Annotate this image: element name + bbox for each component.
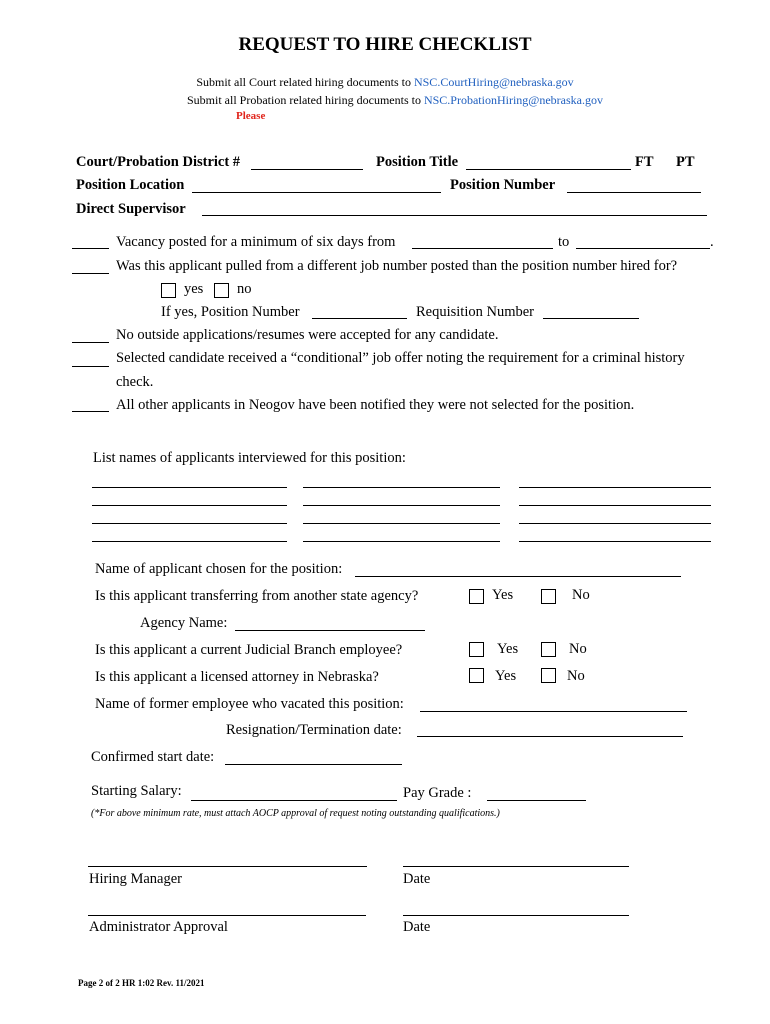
chosen-label: Name of applicant chosen for the position: [95,561,343,577]
position-title-label: Position Title [376,154,459,170]
district-field[interactable] [251,169,363,170]
page-footer: Page 2 of 2 HR 1:02 Rev. 11/2021 [78,978,205,988]
administrator-signature-field[interactable] [88,915,366,916]
no-outside-text: No outside applications/resumes were accepted for any candidate. [116,327,499,343]
resignation-field[interactable] [417,736,683,737]
check-blank-vacancy[interactable] [72,248,109,249]
applicant-field-8[interactable] [303,523,500,524]
transferring-yes-checkbox[interactable] [469,589,484,604]
hiring-manager-label: Hiring Manager [89,871,183,887]
pay-grade-label: Pay Grade : [403,785,472,801]
conditional-text: Selected candidate received a “conditional” job offer noting the requirement for a criminal history [116,350,685,366]
check-blank-conditional[interactable] [72,366,109,367]
applicant-field-12[interactable] [519,541,711,542]
applicants-label: List names of applicants interviewed for this position: [93,450,406,466]
direct-supervisor-field[interactable] [202,215,707,216]
former-employee-field[interactable] [420,711,687,712]
submit-probation-line [0,93,770,108]
position-title-field[interactable] [466,169,631,170]
salary-note: (*For above minimum rate, must attach AOCP approval of request noting outstanding qualifications.) [91,808,500,819]
pulled-yes-label: yes [184,281,204,297]
judicial-no-checkbox[interactable] [541,642,556,657]
notified-text: All other applicants in Neogov have been notified they were not selected for the position. [116,397,635,413]
probation-email-link[interactable]: NSC.ProbationHiring@nebraska.gov [423,93,603,107]
hiring-manager-signature-field[interactable] [88,866,367,867]
administrator-date-field[interactable] [403,915,629,916]
applicant-field-2[interactable] [303,487,500,488]
pulled-yes-checkbox[interactable] [161,283,176,298]
vacancy-from-field[interactable] [412,248,553,249]
attorney-yes-checkbox[interactable] [469,668,484,683]
judicial-no-label: No [569,641,587,657]
agency-name-field[interactable] [235,630,425,631]
attorney-no-label: No [567,668,585,684]
submit-court-line [0,75,770,90]
chosen-field[interactable] [355,576,681,577]
vacancy-to-label: to [558,234,570,250]
applicant-field-7[interactable] [92,523,287,524]
vacancy-to-field[interactable] [576,248,710,249]
requisition-field[interactable] [543,318,639,319]
attorney-label: Is this applicant a licensed attorney in Nebraska? [95,669,379,685]
applicant-field-9[interactable] [519,523,711,524]
judicial-yes-checkbox[interactable] [469,642,484,657]
attorney-no-checkbox[interactable] [541,668,556,683]
submit-probation-text: Submit all Probation related hiring documents to [186,93,424,107]
judicial-yes-label: Yes [497,641,519,657]
pay-grade-field[interactable] [487,800,586,801]
applicant-field-10[interactable] [92,541,287,542]
applicant-field-4[interactable] [92,505,287,506]
pt-label: PT [676,154,695,170]
hiring-manager-date-field[interactable] [403,866,629,867]
hiring-manager-date-label: Date [403,871,431,887]
conditional-text-cont: check. [116,374,154,390]
start-date-label: Confirmed start date: [91,749,215,765]
salary-field[interactable] [191,800,397,801]
check-blank-notified[interactable] [72,411,109,412]
start-date-field[interactable] [225,764,402,765]
check-blank-pulled[interactable] [72,273,109,274]
transferring-yes-label: Yes [492,587,514,603]
resignation-label: Resignation/Termination date: [226,722,402,738]
administrator-label: Administrator Approval [89,919,228,935]
applicant-field-3[interactable] [519,487,711,488]
district-label: Court/Probation District # [76,154,241,170]
salary-label: Starting Salary: [91,783,182,799]
transferring-label: Is this applicant transferring from another state agency? [95,588,419,604]
position-location-label: Position Location [76,177,185,193]
position-number-field[interactable] [567,192,701,193]
direct-supervisor-label: Direct Supervisor [76,201,186,217]
ft-label: FT [635,154,654,170]
transferring-no-label: No [572,587,590,603]
page-title: REQUEST TO HIRE CHECKLIST [238,34,532,55]
if-yes-position-label: If yes, Position Number [161,304,300,320]
pulled-no-checkbox[interactable] [214,283,229,298]
please-note: Please [236,110,266,122]
judicial-label: Is this applicant a current Judicial Branch employee? [95,642,403,658]
position-number-label: Position Number [450,177,556,193]
court-email-link[interactable]: NSC.CourtHiring@nebraska.gov [413,75,574,89]
requisition-label: Requisition Number [416,304,535,320]
transferring-no-checkbox[interactable] [541,589,556,604]
applicant-field-11[interactable] [303,541,500,542]
pulled-no-label: no [237,281,252,297]
vacancy-period: . [710,234,714,250]
pulled-text: Was this applicant pulled from a different job number posted than the position number hired for? [116,258,678,274]
applicant-field-5[interactable] [303,505,500,506]
attorney-yes-label: Yes [495,668,517,684]
applicant-field-6[interactable] [519,505,711,506]
vacancy-text: Vacancy posted for a minimum of six days from [116,234,396,250]
former-employee-label: Name of former employee who vacated this position: [95,696,404,712]
check-blank-no-outside[interactable] [72,342,109,343]
administrator-date-label: Date [403,919,431,935]
submit-court-text: Submit all Court related hiring documents to [196,75,414,89]
if-yes-position-field[interactable] [312,318,407,319]
applicant-field-1[interactable] [92,487,287,488]
position-location-field[interactable] [192,192,441,193]
agency-name-label: Agency Name: [140,615,228,631]
